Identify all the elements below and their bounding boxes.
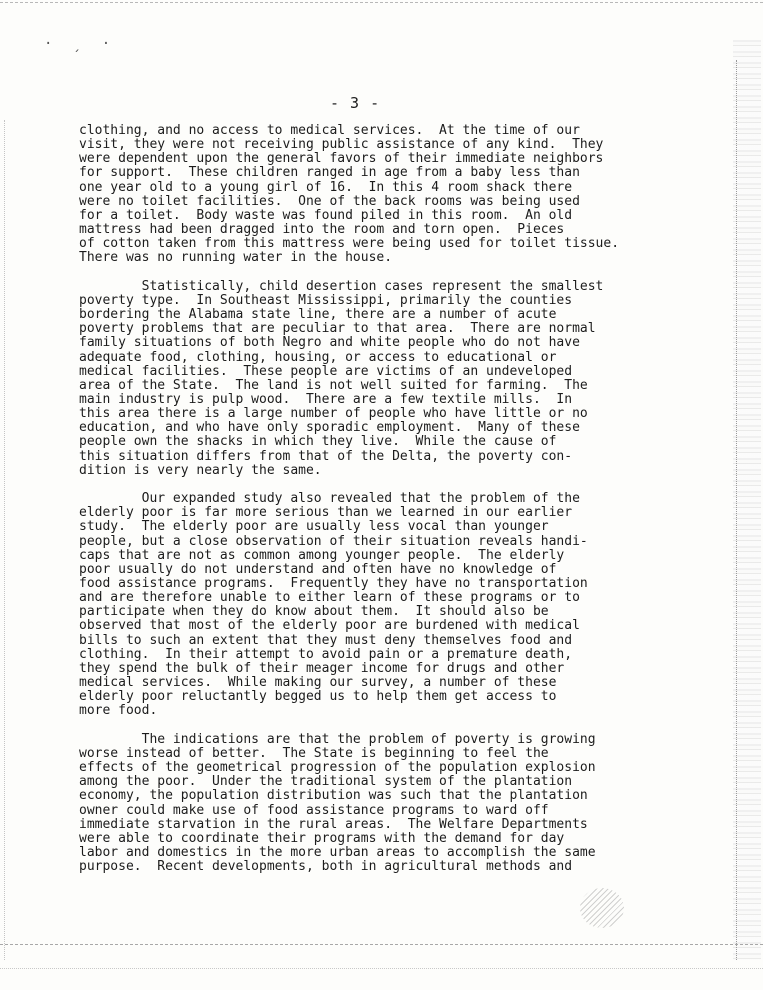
text-line: There was no running water in the house. [79, 250, 393, 266]
text-line: Our expanded study also revealed that the problem of the [79, 491, 580, 507]
scan-border-bottom-dotted [0, 968, 763, 969]
text-line: medical services. While making our survey, a number of these [79, 675, 557, 691]
paragraph-1 [79, 124, 679, 266]
scan-line-right [736, 60, 737, 960]
text-line: poverty problems that are peculiar to that area. There are normal [79, 321, 596, 337]
text-line: caps that are not as common among younger people. The elderly [79, 547, 565, 563]
scan-edge-right [733, 40, 761, 960]
text-line: observed that most of the elderly poor are burdened with medical [79, 618, 580, 634]
text-line: were able to coordinate their programs with the demand for day [79, 830, 565, 846]
text-line: elderly poor reluctantly begged us to help them get access to [79, 689, 557, 705]
text-line: area of the State. The land is not well suited for farming. The [79, 377, 588, 393]
scan-smudge [580, 888, 624, 928]
text-line: visit, they were not receiving public assistance of any kind. They [79, 137, 604, 153]
page-number: - 3 - [330, 94, 381, 112]
text-line: participate when they do know about them. It should also be [79, 604, 549, 620]
text-line: bordering the Alabama state line, there are a number of acute [79, 307, 557, 323]
text-line: purpose. Recent developments, both in agricultural methods and [79, 859, 573, 875]
text-line: one year old to a young girl of 16. In this 4 room shack there [79, 179, 573, 195]
text-line: owner could make use of food assistance programs to ward off [79, 802, 549, 818]
text-line: adequate food, clothing, housing, or access to educational or [79, 349, 557, 365]
text-line: people own the shacks in which they live. While the cause of [79, 434, 557, 450]
text-line: main industry is pulp wood. There are a few textile mills. In [79, 391, 573, 407]
text-line: clothing, and no access to medical services. At the time of our [79, 123, 580, 138]
text-line: clothing. In their attempt to avoid pain or a premature death, [79, 646, 573, 662]
paragraph-2 [79, 280, 679, 478]
text-line: worse instead of better. The State is beginning to feel the [79, 745, 549, 761]
text-line: for support. These children ranged in age from a baby less than [79, 165, 580, 181]
text-line: this situation differs from that of the Delta, the poverty con- [79, 448, 573, 464]
text-line: were no toilet facilities. One of the back rooms was being used [79, 193, 580, 209]
text-line: poverty type. In Southeast Mississippi, primarily the counties [79, 292, 573, 308]
text-line: effects of the geometrical progression of the population explosion [79, 760, 596, 776]
scan-specks: · ˏ · [44, 36, 117, 52]
document-body [79, 124, 679, 874]
text-line: immediate starvation in the rural areas. The Welfare Departments [79, 816, 588, 832]
text-line: study. The elderly poor are usually less vocal than younger [79, 519, 549, 535]
text-line: and are therefore unable to either learn of these programs or to [79, 590, 580, 606]
text-line: this area there is a large number of people who have little or no [79, 406, 588, 422]
scan-line-left [4, 120, 5, 960]
paragraph-4 [79, 733, 679, 875]
text-line: elderly poor is far more serious than we learned in our earlier [79, 505, 573, 521]
text-line: for a toilet. Body waste was found piled in this room. An old [79, 207, 573, 223]
text-line: dition is very nearly the same. [79, 462, 322, 478]
text-line: were dependent upon the general favors of their immediate neighbors [79, 151, 604, 167]
text-line: education, and who have only sporadic employment. Many of these [79, 420, 580, 436]
text-line: food assistance programs. Frequently they have no transportation [79, 576, 588, 591]
text-line: economy, the population distribution was such that the plantation [79, 788, 588, 804]
text-line: Statistically, child desertion cases represent the smallest [79, 278, 604, 294]
text-line: people, but a close observation of their situation reveals handi- [79, 533, 588, 549]
text-line: poor usually do not understand and often have no knowledge of [79, 561, 557, 577]
text-line: more food. [79, 703, 158, 719]
paragraph-3 [79, 492, 679, 719]
text-line: of cotton taken from this mattress were being used for toilet tissue. [79, 236, 620, 252]
text-line: labor and domestics in the more urban areas to accomplish the same [79, 844, 596, 860]
scan-border-top [0, 2, 763, 3]
text-line: medical facilities. These people are victims of an undeveloped [79, 363, 573, 379]
text-line: mattress had been dragged into the room and torn open. Pieces [79, 222, 565, 238]
text-line: family situations of both Negro and white people who do not have [79, 335, 580, 351]
text-line: The indications are that the problem of poverty is growing [79, 731, 596, 747]
text-line: among the poor. Under the traditional system of the plantation [79, 774, 573, 790]
scan-border-bottom [0, 944, 763, 945]
text-line: bills to such an extent that they must deny themselves food and [79, 632, 573, 648]
text-line: they spend the bulk of their meager income for drugs and other [79, 660, 565, 676]
